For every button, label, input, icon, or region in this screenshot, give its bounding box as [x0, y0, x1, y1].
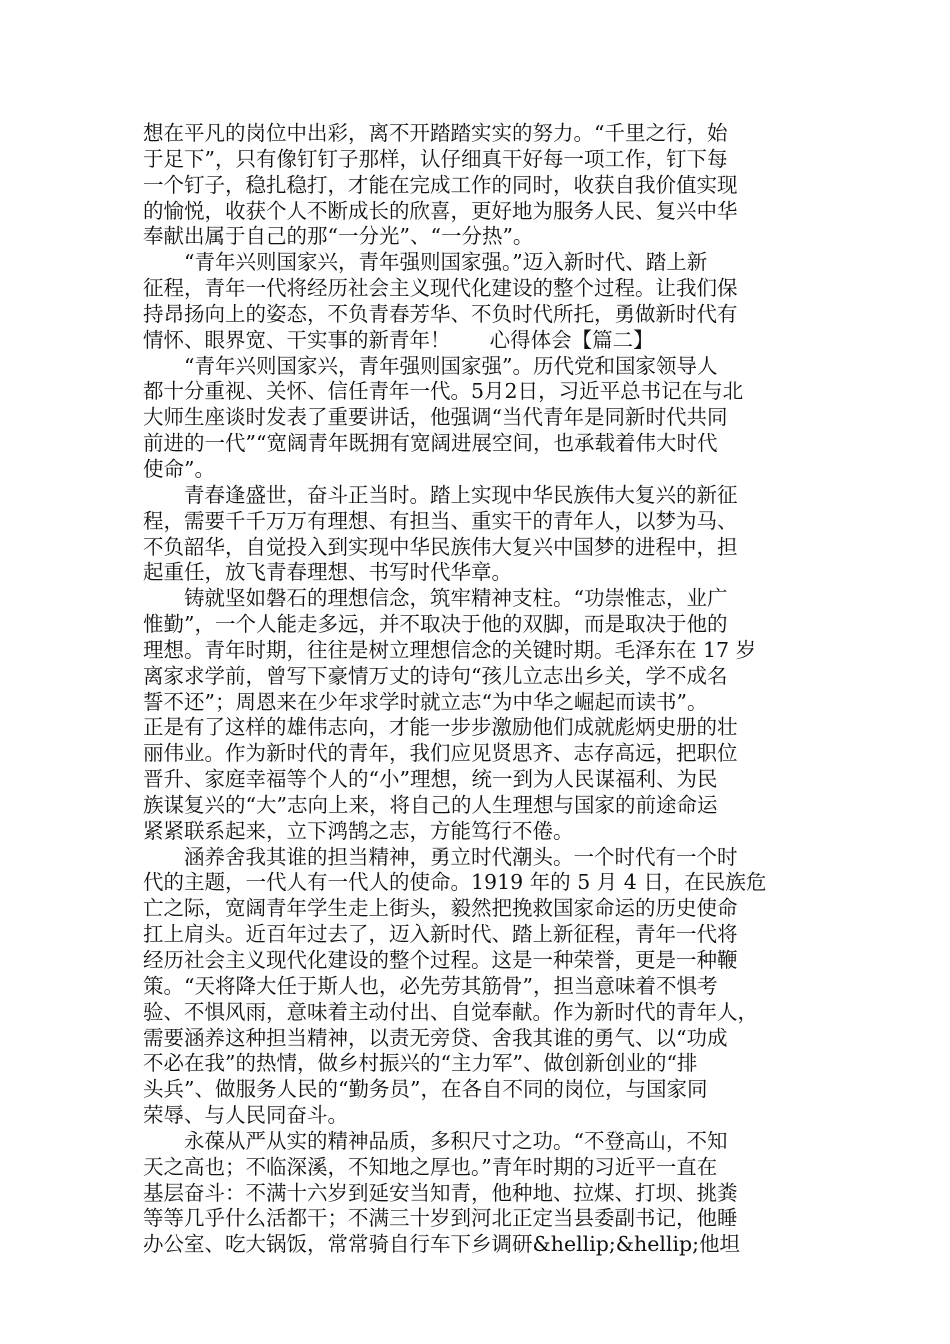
text-line: 程，需要千千万万有理想、有担当、重实干的青年人，以梦为马、 [143, 508, 738, 533]
text-line: 族谋复兴的“大”志向上来，将自己的人生理想与国家的前途命运 [143, 792, 718, 817]
text-line: 正是有了这样的雄伟志向，才能一步步激励他们成就彪炳史册的壮 [143, 715, 738, 740]
text-line: 使命”。 [143, 456, 215, 481]
text-line: 晋升、家庭幸福等个人的“小”理想，统一到为人民谋福利、为民 [143, 767, 718, 792]
text-line: 誓不还”；周恩来在少年求学时就立志“为中华之崛起而读书”。 [143, 689, 708, 714]
text-line: 征程，青年一代将经历社会主义现代化建设的整个过程。让我们保 [143, 276, 738, 301]
text-line: 的愉悦，收获个人不断成长的欣喜，更好地为服务人民、复兴中华 [143, 198, 738, 223]
text-line: 奉献出属于自己的那“一分光”、“一分热”。 [143, 224, 534, 249]
text-line: 前进的一代”“宽阔青年既拥有宽阔进展空间，也承载着伟大时代 [143, 431, 718, 456]
text-line: 持昂扬向上的姿态，不负青春芳华、不负时代所托，勇做新时代有 [143, 301, 738, 326]
text-line: 惟勤”，一个人能走多远，并不取决于他的双脚，而是取决于他的 [143, 612, 728, 637]
text-line: 天之高也；不临深溪，不知地之厚也。”青年时期的习近平一直在 [143, 1154, 718, 1179]
text-line: 于足下”，只有像钉钉子那样，认仔细真干好每一项工作，钉下每 [143, 146, 728, 171]
text-line: 铸就坚如磐石的理想信念，筑牢精神支柱。“功崇惟志，业广 [184, 586, 728, 611]
text-line: 经历社会主义现代化建设的整个过程。这是一种荣誉，更是一种鞭 [143, 948, 738, 972]
text-line: 一个钉子，稳扎稳打，才能在完成工作的同时，收获自我价值实现 [143, 172, 738, 197]
text-line: 头兵”、做服务人民的“勤务员”，在各自不同的岗位，与国家同 [143, 1077, 708, 1102]
text-line: 亡之际，宽阔青年学生走上街头，毅然把挽救国家命运的历史使命 [143, 896, 738, 921]
text-line: 青春逢盛世，奋斗正当时。踏上实现中华民族伟大复兴的新征 [184, 482, 738, 507]
text-line: 需要涵养这种担当精神，以责无旁贷、舍我其谁的勇气、以“功成 [143, 1025, 728, 1050]
text-line: 代的主题，一代人有一代人的使命。1919 年的 5 月 4 日，在民族危 [143, 870, 767, 895]
text-line: 丽伟业。作为新时代的青年，我们应见贤思齐、志存高远，把职位 [143, 741, 738, 766]
text-line: 都十分重视、关怀、信任青年一代。5月2日，习近平总书记在与北 [143, 379, 744, 404]
text-line: 离家求学前，曾写下豪情万丈的诗句“孩儿立志出乡关，学不成名 [143, 663, 728, 688]
text-line: 不必在我”的热情，做乡村振兴的“主力军”、做创新创业的“排 [143, 1051, 698, 1076]
text-line: 不负韶华，自觉投入到实现中华民族伟大复兴中国梦的进程中，担 [143, 534, 738, 559]
text-line: 情怀、眼界宽、干实事的新青年！ 心得体会【篇二】 [143, 327, 654, 352]
text-line: 起重任，放飞青春理想、书写时代华章。 [143, 560, 512, 585]
text-line: 理想。青年时期，往往是树立理想信念的关键时期。毛泽东在 17 岁 [143, 637, 757, 662]
text-line: “青年兴则国家兴，青年强则国家强”。历代党和国家领导人 [184, 353, 718, 378]
text-line: 验、不惧风雨，意味着主动付出、自觉奉献。作为新时代的青年人， [143, 999, 758, 1024]
text-line: 基层奋斗：不满十六岁到延安当知青，他种地、拉煤、打坝、挑粪 [143, 1180, 738, 1205]
text-line: 办公室、吃大锅饭，常常骑自行车下乡调研&hellip;&hellip;他坦 [143, 1232, 741, 1257]
document-page [143, 121, 813, 1258]
text-line: 想在平凡的岗位中出彩，离不开踏踏实实的努力。“千里之行，始 [143, 121, 728, 145]
text-line: 紧紧联系起来，立下鸿鹄之志，方能笃行不倦。 [143, 818, 574, 843]
text-line: “青年兴则国家兴，青年强则国家强。”迈入新时代、踏上新 [184, 250, 708, 275]
text-line: 涵养舍我其谁的担当精神，勇立时代潮头。一个时代有一个时 [184, 844, 738, 869]
text-line: 荣辱、与人民同奋斗。 [143, 1103, 348, 1128]
text-line: 等等几乎什么活都干；不满三十岁到河北正定当县委副书记，他睡 [143, 1206, 738, 1231]
text-line: 永葆从严从实的精神品质，多积尺寸之功。“不登高山，不知 [184, 1128, 728, 1153]
text-line: 扛上肩头。近百年过去了，迈入新时代、踏上新征程，青年一代将 [143, 922, 738, 947]
text-line: 大师生座谈时发表了重要讲话，他强调“当代青年是同新时代共同 [143, 405, 728, 430]
text-line: 策。“天将降大任于斯人也，必先劳其筋骨”，担当意味着不惧考 [143, 973, 718, 998]
